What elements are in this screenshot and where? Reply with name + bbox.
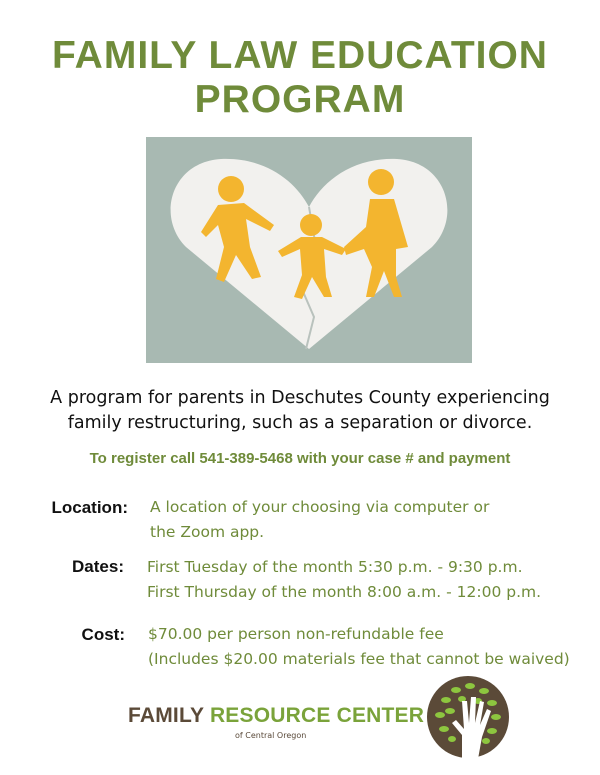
title-line-2: PROGRAM xyxy=(194,78,406,121)
dates-line: First Thursday of the month 8:00 a.m. - 12:00 p.m. xyxy=(147,583,542,601)
program-description xyxy=(0,386,600,436)
dates-value xyxy=(147,555,541,605)
logo-subtitle: of Central Oregon xyxy=(235,731,307,740)
logo-word-resource-center: RESOURCE CENTER xyxy=(209,704,425,727)
location-line: A location of your choosing via computer or xyxy=(150,498,490,516)
broken-heart-family-photo xyxy=(146,137,472,363)
location-line: the Zoom app. xyxy=(150,523,265,541)
dates-label: Dates: xyxy=(72,557,124,576)
dates-line: First Tuesday of the month 5:30 p.m. - 9:30 p.m. xyxy=(147,558,523,576)
location-value xyxy=(150,495,489,545)
tree-hand-logo-icon xyxy=(426,675,510,759)
cost-value xyxy=(148,622,570,672)
description-line-1: A program for parents in Deschutes County experiencing xyxy=(50,388,550,408)
title-line-1: FAMILY LAW EDUCATION xyxy=(52,34,548,77)
page-title xyxy=(0,34,600,122)
cost-line: (Includes $20.00 materials fee that cannot be waived) xyxy=(148,650,570,668)
cost-label: Cost: xyxy=(81,625,125,644)
cost-line: $70.00 per person non-refundable fee xyxy=(148,625,444,643)
organization-logo-text xyxy=(128,704,424,728)
registration-info: To register call 541-389-5468 with your case # and payment xyxy=(89,450,511,467)
description-line-2: family restructuring, such as a separation or divorce. xyxy=(67,413,533,433)
location-label: Location: xyxy=(51,498,128,517)
logo-word-family: FAMILY xyxy=(128,704,204,727)
